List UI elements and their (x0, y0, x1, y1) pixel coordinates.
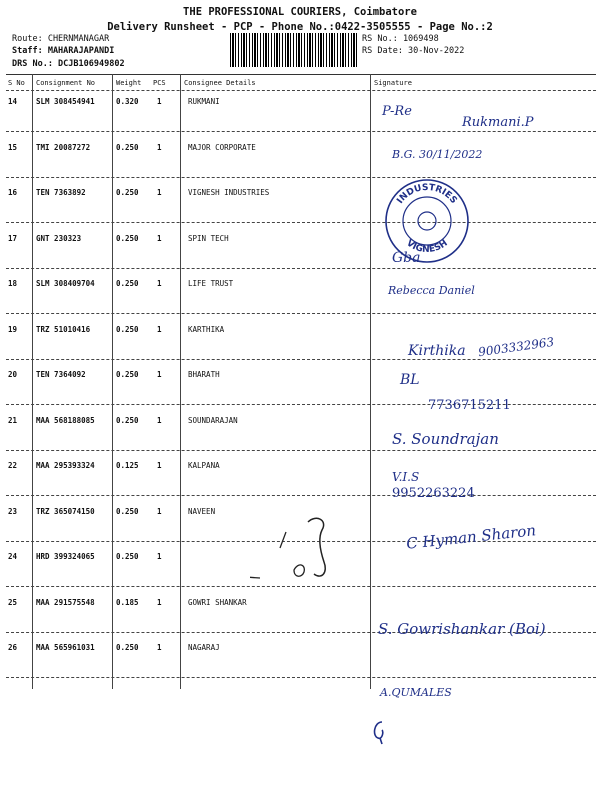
row-weight: 0.250 (116, 325, 139, 334)
row-consignment-no: SLM 308409704 (36, 279, 95, 288)
row-divider (6, 677, 596, 678)
column-header-sno: S No (8, 79, 25, 87)
row-consignee: SOUNDARAJAN (188, 416, 238, 425)
row-weight: 0.320 (116, 97, 139, 106)
signature-15: B.G. 30/11/2022 (392, 148, 483, 161)
row-consignee: RUKMANI (188, 97, 220, 106)
staff-label: Staff: MAHARAJAPANDI (12, 46, 115, 56)
row-weight: 0.185 (116, 598, 139, 607)
row-sno: 14 (8, 97, 18, 106)
row-sno: 16 (8, 188, 18, 197)
row-weight: 0.250 (116, 552, 139, 561)
row-pcs: 1 (157, 279, 162, 288)
rs-number: RS No.: 1069498 (362, 34, 439, 44)
column-divider (32, 74, 33, 689)
row-pcs: 1 (157, 461, 162, 470)
row-consignment-no: TEN 7364092 (36, 370, 86, 379)
row-sno: 24 (8, 552, 18, 561)
row-consignment-no: HRD 399324065 (36, 552, 95, 561)
signature-26: A.QUMALES (380, 686, 452, 699)
row-divider (6, 131, 596, 132)
row-consignee: GOWRI SHANKAR (188, 598, 247, 607)
signature-21: S. Soundrajan (392, 430, 499, 448)
drs-label: DRS No.: DCJB106949802 (12, 59, 125, 69)
table-header-divider (6, 90, 596, 91)
row-consignee: VIGNESH INDUSTRIES (188, 188, 270, 197)
row-consignment-no: MAA 568188085 (36, 416, 95, 425)
row-consignee: KARTHIKA (188, 325, 225, 334)
row-weight: 0.250 (116, 143, 139, 152)
column-header-pcs: PCS (153, 79, 166, 87)
row-consignee: BHARATH (188, 370, 220, 379)
scribble-signature-icon (250, 510, 360, 590)
rs-date: RS Date: 30-Nov-2022 (362, 46, 465, 56)
row-sno: 15 (8, 143, 18, 152)
row-consignment-no: MAA 565961031 (36, 643, 95, 652)
signature-19a: Kirthika (408, 343, 466, 359)
row-sno: 18 (8, 279, 18, 288)
row-consignee: LIFE TRUST (188, 279, 234, 288)
row-weight: 0.250 (116, 234, 139, 243)
row-weight: 0.250 (116, 188, 139, 197)
row-sno: 21 (8, 416, 18, 425)
row-pcs: 1 (157, 97, 162, 106)
signature-22b: 9952263224 (392, 486, 475, 501)
route-label: Route: CHERNMANAGAR (12, 34, 110, 44)
row-weight: 0.125 (116, 461, 139, 470)
signature-23: C Hyman Sharon (405, 521, 537, 553)
row-sno: 19 (8, 325, 18, 334)
row-sno: 25 (8, 598, 18, 607)
row-consignment-no: MAA 291575548 (36, 598, 95, 607)
row-pcs: 1 (157, 643, 162, 652)
row-pcs: 1 (157, 143, 162, 152)
row-consignment-no: SLM 308454941 (36, 97, 95, 106)
row-pcs: 1 (157, 416, 162, 425)
row-sno: 22 (8, 461, 18, 470)
row-divider (6, 495, 596, 496)
row-weight: 0.250 (116, 507, 139, 516)
row-consignee: KALPANA (188, 461, 220, 470)
row-divider (6, 359, 596, 360)
column-header-weight: Weight (116, 79, 142, 87)
row-sno: 20 (8, 370, 18, 379)
row-consignee: NAVEEN (188, 507, 216, 516)
row-consignment-no: TRZ 51010416 (36, 325, 91, 334)
signature-20b: 7736715211 (428, 398, 511, 413)
stamp-bottom-text: VIGNESH (404, 238, 450, 256)
row-consignment-no: TEN 7363892 (36, 188, 86, 197)
row-pcs: 1 (157, 507, 162, 516)
row-consignment-no: GNT 230323 (36, 234, 82, 243)
row-pcs: 1 (157, 325, 162, 334)
initial-mark-icon (368, 718, 392, 746)
signature-22a: V.I.S (392, 470, 420, 484)
page-subtitle: Delivery Runsheet - PCP - Phone No.:0422-3505555 - Page No.:2 (107, 21, 493, 33)
row-consignment-no: MAA 295393324 (36, 461, 95, 470)
column-divider (112, 74, 113, 689)
row-pcs: 1 (157, 370, 162, 379)
page-title: THE PROFESSIONAL COURIERS, Coimbatore (183, 6, 417, 18)
signature-18: Rebecca Daniel (388, 284, 475, 297)
column-header-consignment: Consignment No (36, 79, 96, 87)
signature-17: Gba (392, 250, 421, 266)
column-divider (370, 74, 371, 689)
row-pcs: 1 (157, 598, 162, 607)
row-pcs: 1 (157, 234, 162, 243)
row-pcs: 1 (157, 552, 162, 561)
column-header-signature: Signature (374, 79, 412, 87)
row-sno: 26 (8, 643, 18, 652)
row-weight: 0.250 (116, 279, 139, 288)
signature-19b: 9003332963 (477, 334, 555, 360)
row-weight: 0.250 (116, 416, 139, 425)
barcode-icon (230, 33, 358, 67)
signature-14b: Rukmani.P (462, 115, 534, 130)
row-divider (6, 450, 596, 451)
signature-20a: BL (400, 372, 420, 388)
row-sno: 23 (8, 507, 18, 516)
row-consignment-no: TMI 20087272 (36, 143, 91, 152)
signature-25: S. Gowrishankar (Boi) (378, 620, 546, 638)
row-consignee: MAJOR CORPORATE (188, 143, 256, 152)
row-weight: 0.250 (116, 370, 139, 379)
row-consignment-no: TRZ 365074150 (36, 507, 95, 516)
row-consignee: SPIN TECH (188, 234, 229, 243)
column-header-consignee: Consignee Details (184, 79, 256, 87)
row-divider (6, 268, 596, 269)
row-divider (6, 313, 596, 314)
column-divider (180, 74, 181, 689)
row-weight: 0.250 (116, 643, 139, 652)
signature-14a: P-Re (382, 104, 412, 119)
table-top-border (6, 74, 596, 75)
row-divider (6, 222, 596, 223)
row-sno: 17 (8, 234, 18, 243)
row-divider (6, 177, 596, 178)
row-pcs: 1 (157, 188, 162, 197)
row-consignee: NAGARAJ (188, 643, 220, 652)
stamp-top-text: INDUSTRIES (395, 182, 459, 206)
